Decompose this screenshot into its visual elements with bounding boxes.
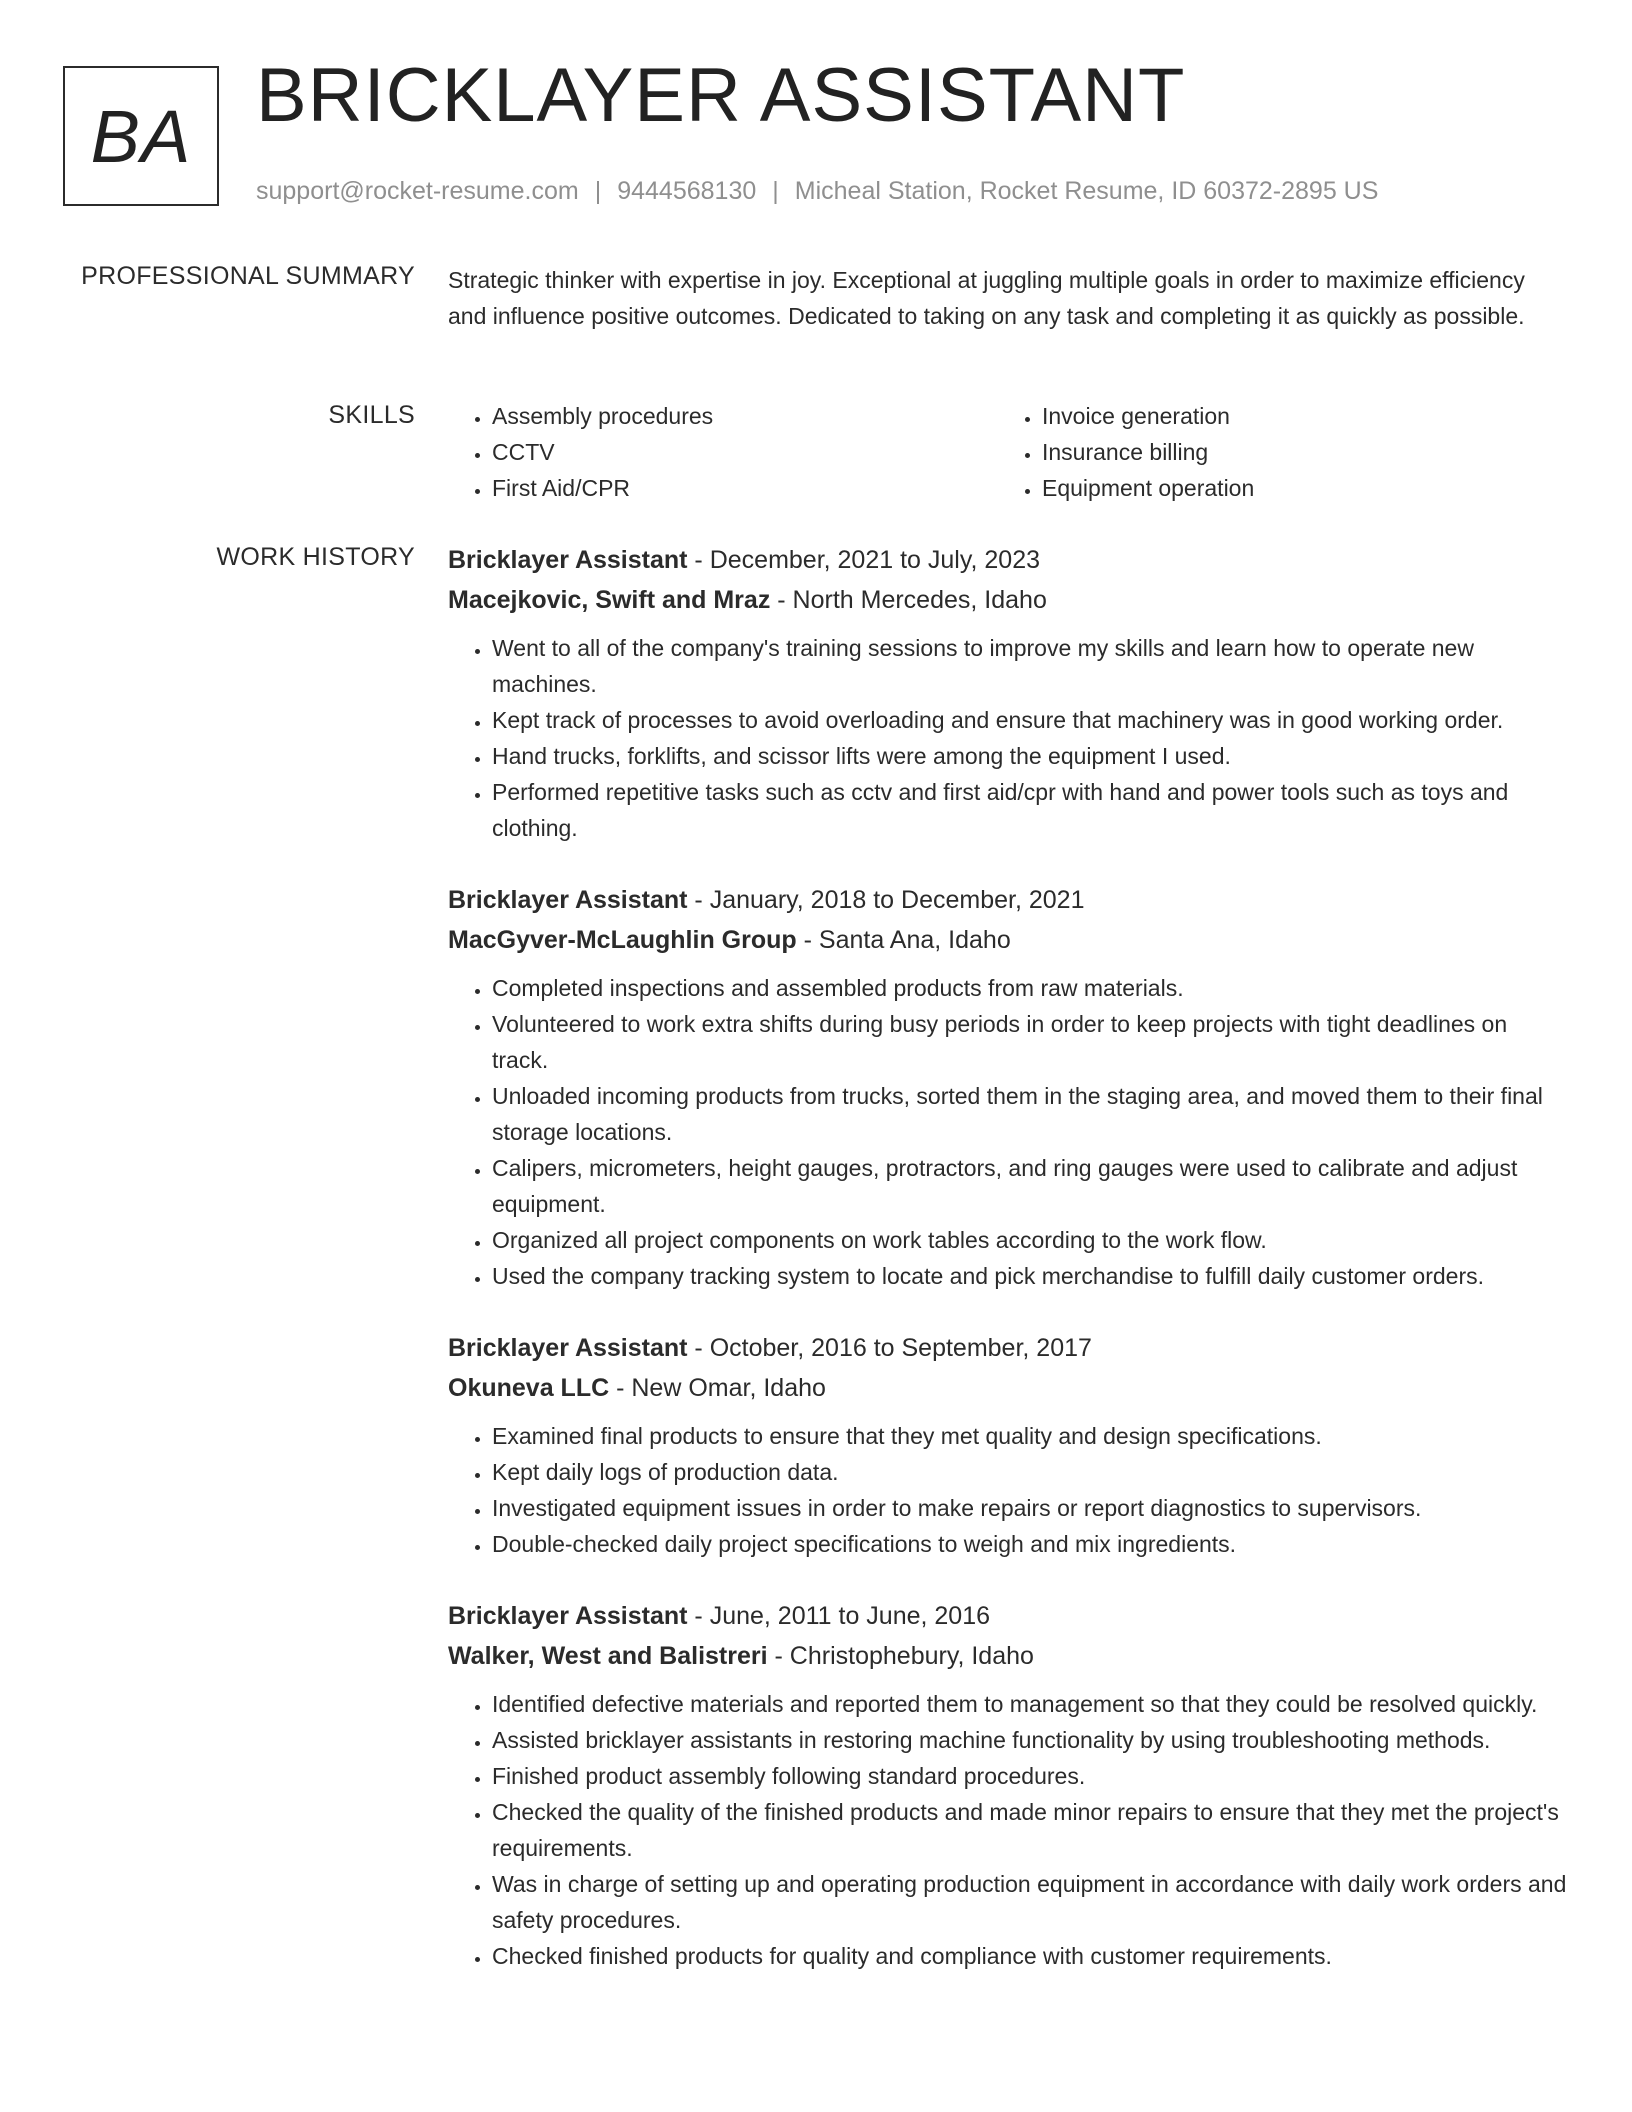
job-company-line — [448, 1368, 1568, 1408]
job-dates: - June, 2011 to June, 2016 — [687, 1602, 991, 1630]
contact-line — [256, 176, 1378, 206]
contact-email: support@rocket-resume.com — [256, 177, 579, 205]
job-bullet: • Went to all of the company's training sessions to improve my skills and learn how to operate new machines. — [492, 630, 1568, 702]
job-title-line — [448, 1328, 1568, 1368]
monogram-box — [63, 66, 219, 206]
job-title: Bricklayer Assistant — [448, 886, 688, 914]
contact-address: Micheal Station, Rocket Resume, ID 60372-2895 US — [794, 177, 1379, 205]
job-bullet: • Investigated equipment issues in order to make repairs or report diagnostics to supervisors. — [492, 1490, 1568, 1526]
job-title-line — [448, 880, 1568, 920]
job-entry — [448, 1596, 1568, 1974]
job-bullet: • Examined final products to ensure that they met quality and design specifications. — [492, 1418, 1568, 1454]
job-dates: - December, 2021 to July, 2023 — [687, 546, 1040, 574]
job-bullet: • Volunteered to work extra shifts during busy periods in order to keep projects with tight deadlines on track. — [492, 1006, 1568, 1078]
job-bullet: • Performed repetitive tasks such as cctv and first aid/cpr with hand and power tools such as toys and clothing. — [492, 774, 1568, 846]
skills-heading: SKILLS — [328, 401, 415, 429]
job-bullet: • Calipers, micrometers, height gauges, protractors, and ring gauges were used to calibrate and adjust equipment. — [492, 1150, 1568, 1222]
job-company-line — [448, 1636, 1568, 1676]
job-bullet: • Used the company tracking system to locate and pick merchandise to fulfill daily customer orders. — [492, 1258, 1568, 1294]
candidate-name: BRICKLAYER ASSISTANT — [256, 53, 1186, 138]
job-entry — [448, 880, 1568, 1294]
skill-item: • Assembly procedures — [492, 398, 998, 434]
skills-column-left — [448, 398, 998, 506]
job-bullet: • Hand trucks, forklifts, and scissor lifts were among the equipment I used. — [492, 738, 1568, 774]
job-company: Macejkovic, Swift and Mraz — [448, 586, 771, 614]
job-company: Walker, West and Balistreri — [448, 1642, 768, 1670]
job-entry — [448, 1328, 1568, 1562]
skill-item: • Invoice generation — [1042, 398, 1548, 434]
job-title: Bricklayer Assistant — [448, 1334, 688, 1362]
job-company-line — [448, 580, 1568, 620]
skill-item: • Insurance billing — [1042, 434, 1548, 470]
summary-heading: PROFESSIONAL SUMMARY — [81, 262, 415, 290]
job-location: - Christophebury, Idaho — [767, 1642, 1034, 1670]
job-title: Bricklayer Assistant — [448, 546, 688, 574]
job-dates: - January, 2018 to December, 2021 — [687, 886, 1085, 914]
job-location: - New Omar, Idaho — [609, 1374, 826, 1402]
job-bullet-list — [448, 970, 1568, 1294]
contact-separator: | — [594, 177, 602, 205]
job-company: Okuneva LLC — [448, 1374, 610, 1402]
job-bullet: • Organized all project components on work tables according to the work flow. — [492, 1222, 1568, 1258]
job-bullet-list — [448, 630, 1568, 846]
job-bullet: • Checked finished products for quality and compliance with customer requirements. — [492, 1938, 1568, 1974]
summary-text: Strategic thinker with expertise in joy. Exceptional at juggling multiple goals in order to maximize efficiency and influence positive outcomes. Dedicated to taking on any task and completing it as quickly as possible. — [448, 267, 1525, 329]
job-bullet: • Kept daily logs of production data. — [492, 1454, 1568, 1490]
work-history-body — [448, 540, 1568, 2008]
job-bullet: • Assisted bricklayer assistants in restoring machine functionality by using troubleshooting methods. — [492, 1722, 1568, 1758]
skills-column-right — [998, 398, 1548, 506]
summary-body — [448, 262, 1568, 334]
job-bullet-list — [448, 1418, 1568, 1562]
job-location: - Santa Ana, Idaho — [796, 926, 1011, 954]
skills-grid — [448, 398, 1548, 506]
contact-phone: 9444568130 — [617, 177, 757, 205]
skill-item: • Equipment operation — [1042, 470, 1548, 506]
skills-body — [448, 398, 1568, 506]
contact-separator: | — [772, 177, 779, 205]
skill-item: • CCTV — [492, 434, 998, 470]
job-company: MacGyver-McLaughlin Group — [448, 926, 797, 954]
job-bullet-list — [448, 1686, 1568, 1974]
job-bullet: • Double-checked daily project specifications to weigh and mix ingredients. — [492, 1526, 1568, 1562]
job-bullet: • Completed inspections and assembled products from raw materials. — [492, 970, 1568, 1006]
job-company-line — [448, 920, 1568, 960]
job-bullet: • Checked the quality of the finished products and made minor repairs to ensure that they met the project's requirements. — [492, 1794, 1568, 1866]
work-history-heading: WORK HISTORY — [216, 543, 415, 571]
job-entry — [448, 540, 1568, 846]
job-bullet: • Identified defective materials and reported them to management so that they could be resolved quickly. — [492, 1686, 1568, 1722]
job-bullet: • Kept track of processes to avoid overloading and ensure that machinery was in good working order. — [492, 702, 1568, 738]
job-title: Bricklayer Assistant — [448, 1602, 688, 1630]
job-title-line — [448, 540, 1568, 580]
job-dates: - October, 2016 to September, 2017 — [687, 1334, 1092, 1362]
monogram-initials: BA — [90, 94, 192, 178]
job-title-line — [448, 1596, 1568, 1636]
job-location: - North Mercedes, Idaho — [770, 586, 1047, 614]
job-bullet: • Was in charge of setting up and operating production equipment in accordance with daily work orders and safety procedures. — [492, 1866, 1568, 1938]
skill-item: • First Aid/CPR — [492, 470, 998, 506]
job-bullet: • Unloaded incoming products from trucks, sorted them in the staging area, and moved them to their final storage locations. — [492, 1078, 1568, 1150]
job-bullet: • Finished product assembly following standard procedures. — [492, 1758, 1568, 1794]
